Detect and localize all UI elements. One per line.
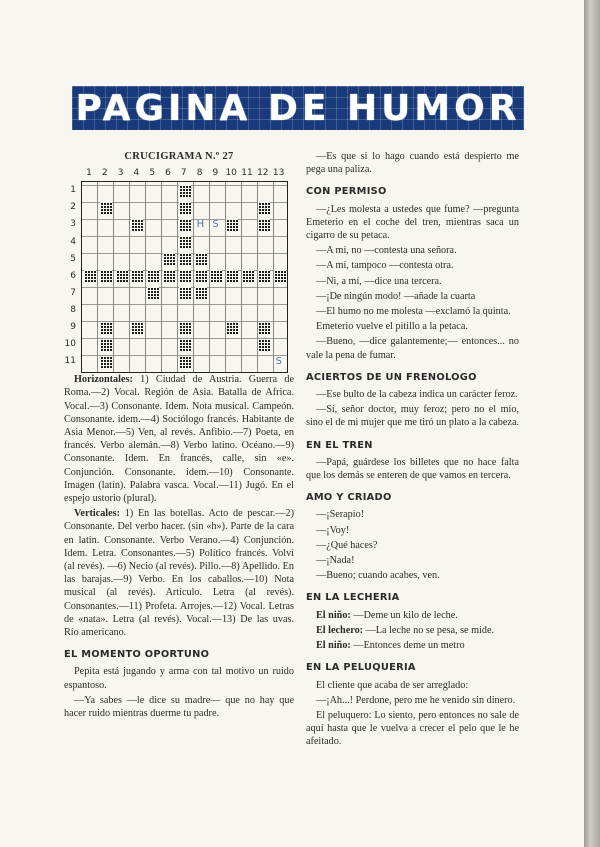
speaker-line: —La leche no se pesa, se mide. [363, 624, 495, 636]
crossword-black-cell [100, 356, 112, 368]
crossword-col-number: 13 [272, 168, 285, 179]
horizontales-label: Horizontales: [74, 374, 133, 386]
crossword-black-cell [274, 270, 286, 282]
tren-text [306, 456, 519, 482]
crossword-row-number: 3 [70, 219, 76, 230]
crossword-column-numbers [64, 167, 294, 179]
lecheria-paragraph [306, 639, 519, 652]
crossword-row-number: 5 [70, 253, 76, 264]
frenologo-text [306, 388, 519, 430]
frenologo-paragraph: —Sí, señor doctor, muy feroz; pero no el mío, sino el de mi mujer que me tiró un plato a la cabeza. [306, 404, 520, 429]
crossword-black-cell [258, 202, 270, 214]
speaker-line: —Deme un kilo de leche. [350, 609, 458, 621]
lecheria-paragraph [306, 609, 519, 622]
crossword-row-number: 7 [70, 287, 76, 298]
crossword-pencil-letter: H [196, 219, 205, 231]
peluqueria-paragraph: El cliente que acaba de ser arreglado: [316, 679, 469, 691]
criado-paragraph: —Bueno; cuando acabes, ven. [316, 570, 440, 582]
crossword-black-cell [179, 270, 191, 282]
banner-title: PAGINA DE HUMOR [75, 87, 521, 129]
crossword-black-cell [226, 270, 238, 282]
tren-paragraph: —Papá, guárdese los billetes que no hace falta que los demás se enteren de que vamos en tercera. [306, 456, 519, 482]
crossword-black-cell [179, 253, 191, 265]
crossword-col-number: 12 [257, 168, 269, 179]
crossword-black-cell [258, 339, 270, 351]
permiso-paragraph: —Bueno, —dice galantemente;— entonces... no vale la pena de fumar. [306, 336, 519, 361]
permiso-text [306, 203, 519, 362]
page-edge [584, 0, 600, 847]
criado-paragraph: —¡Serapio! [316, 509, 365, 521]
crossword-black-cell [116, 270, 128, 282]
verticales-text: 1) En las botellas. Acto de pescar.—2) Consonante. Del verbo hacer. (sin «h»). Parte de la cara en latín. Consonante. Verbo Verano.—4) Conjunción. Idem. Letra. Consonantes.—5) Político francés. Volví (al revés). —6) Necio (al revés). Pillo.—8) Apellido. En las barajas.—9) Verbo. En los caballos.—10) Nota musical (al revés). Artículo. Letra (al revés). Consonantes.—11) Profeta. Arrojes.—12) Vocal. Letras de «nata». Letra (al revés). Vocal.—13) De las uvas. Río americano. [64, 508, 294, 639]
frenologo-heading: ACIERTOS DE UN FRENOLOGO [306, 371, 477, 383]
crossword-row-number: 10 [64, 339, 76, 350]
speaker-label: El niño: [316, 609, 351, 621]
lecheria-paragraph [306, 624, 519, 637]
crossword-title: CRUCIGRAMA N.º 27 [124, 151, 234, 162]
crossword-pencil-letter: S [212, 219, 219, 231]
permiso-paragraph: —Ni, a mí, —dice una tercera. [316, 275, 442, 287]
permiso-paragraph: —A mí, tampoco —contesta otra. [316, 260, 454, 272]
crossword-black-cell [179, 236, 191, 248]
crossword-black-cell [258, 322, 270, 334]
crossword-col-number: 2 [101, 168, 108, 179]
horizontales-clues [64, 373, 294, 505]
left-column [64, 150, 294, 722]
speaker-label: El niño: [316, 640, 351, 652]
crossword-black-cell [195, 270, 207, 282]
crossword-black-cell [147, 287, 159, 299]
speaker-label: El lechero: [316, 624, 364, 636]
crossword-black-cell [163, 270, 175, 282]
crossword-black-cell [179, 219, 191, 231]
crossword-black-cell [179, 185, 191, 197]
crossword-row-number: 9 [70, 322, 76, 332]
permiso-heading: CON PERMISO [306, 186, 387, 198]
crossword-col-number: 9 [212, 168, 219, 179]
crossword-col-number: 6 [165, 168, 171, 179]
peluqueria-heading: EN LA PELUQUERIA [306, 662, 416, 674]
crossword-black-cell [147, 270, 159, 282]
crossword-col-number: 3 [117, 168, 124, 179]
crossword-black-cell [226, 219, 238, 231]
permiso-paragraph: —¡De ningún modo! —añade la cuarta [316, 290, 476, 302]
frenologo-paragraph: —Ese bulto de la cabeza indica un carácter feroz. [316, 389, 518, 401]
crossword-black-cell [100, 322, 112, 334]
permiso-paragraph: —¿Les molesta a ustedes que fume? —pregunta Emeterio en el coche del tren, mientras saca un cigarro de su petaca. [306, 203, 519, 242]
criado-paragraph: —¡Nada! [316, 555, 355, 567]
peluqueria-text [306, 679, 519, 749]
crossword-black-cell [179, 322, 191, 334]
crossword-black-cell [84, 270, 96, 282]
crossword-black-cell [179, 202, 191, 214]
crossword-black-cell [179, 339, 191, 351]
crossword-black-cell [179, 287, 191, 299]
criado-paragraph: —¿Qué haces? [316, 539, 378, 551]
crossword-black-cell [258, 270, 270, 282]
crossword-black-cell [100, 339, 112, 351]
crossword-col-number: 11 [241, 168, 253, 179]
crossword-black-cell [163, 253, 175, 265]
crossword-row-number: 6 [70, 270, 76, 281]
horizontales-text: 1) Ciudad de Austria. Guerra de Roma.—2) Vocal. Región de Asia. Batalla de Africa. Vocal.—3) Consonante. Idem. Nota musical. Campeón. Consonante. idem.—4) Sociólogo francés. Habitante de Asia Menor.—5) Ven, al revés. Anfibio.—7) Poeta, en francés. Verbo alemán.—8) Verbo latino. Océano.—9) Consonante. Idem. En francés, calle, sin «e». Conjunción. Consonante. idem.—10) Consonante. Imagen (latín). Palabra vasca. Vocal.—11) Jugó. En el espejo ustorio (plural). [64, 374, 294, 505]
banner [72, 86, 524, 130]
crossword-col-number: 8 [196, 168, 203, 179]
speaker-line: —Entonces deme un metro [350, 640, 465, 652]
crossword-black-cell [100, 202, 112, 214]
crossword-black-cell [195, 287, 207, 299]
crossword-pencil-letter: S [275, 356, 282, 368]
momento-p1: Pepita está jugando y arma con tal motivo un ruido espantoso. [64, 666, 294, 691]
peluqueria-paragraph: El peluquero: Lo siento, pero entonces no sale de aquí hasta que le vuelva a crecer el pelo que le he afeitado. [306, 709, 519, 748]
criado-paragraph: —¡Voy! [316, 524, 350, 536]
crossword-row-number: 1 [70, 185, 76, 196]
permiso-paragraph: —A mí, no —contesta una señora. [316, 245, 457, 257]
crossword-black-cell [100, 270, 112, 282]
crossword [64, 181, 294, 373]
crossword-grid [81, 181, 288, 373]
crossword-col-number: 10 [225, 168, 237, 179]
crossword-row-number: 11 [64, 356, 76, 367]
permiso-paragraph: —El humo no me molesta —exclamó la quinta. [316, 306, 511, 318]
crossword-black-cell [131, 219, 143, 231]
lecheria-text [306, 609, 519, 653]
crossword-col-number: 5 [149, 168, 156, 179]
crossword-black-cell [131, 322, 143, 334]
permiso-paragraph: Emeterio vuelve el pitillo a la petaca. [316, 321, 468, 333]
crossword-row-number: 4 [70, 236, 76, 247]
verticales-label: Verticales: [74, 508, 121, 520]
peluqueria-paragraph: —¡Ah...! Perdone, pero me he venido sin dinero. [316, 694, 516, 706]
right-column [306, 150, 519, 751]
crossword-row-number: 8 [70, 304, 76, 315]
crossword-black-cell [179, 356, 191, 368]
crossword-black-cell [210, 270, 222, 282]
crossword-black-cell [195, 253, 207, 265]
crossword-col-number: 7 [180, 168, 187, 179]
lecheria-heading: EN LA LECHERIA [306, 592, 400, 604]
momento-p2: —Ya sabes —le dice su madre— que no hay que hacer ruido mientras duerme tu padre. [64, 694, 294, 720]
crossword-black-cell [226, 322, 238, 334]
tren-heading: EN EL TREN [306, 439, 373, 451]
crossword-black-cell [258, 219, 270, 231]
momento-heading: EL MOMENTO OPORTUNO [64, 649, 210, 661]
crossword-black-cell [131, 270, 143, 282]
crossword-row-number: 2 [70, 202, 76, 213]
crossword-black-cell [242, 270, 254, 282]
crossword-col-number: 4 [133, 168, 140, 179]
momento-p3: —Es que si lo hago cuando está despierto me pega una paliza. [306, 151, 519, 176]
verticales-clues [64, 507, 294, 639]
criado-text [306, 508, 519, 582]
criado-heading: AMO Y CRIADO [306, 492, 392, 504]
crossword-col-number: 1 [86, 168, 92, 179]
